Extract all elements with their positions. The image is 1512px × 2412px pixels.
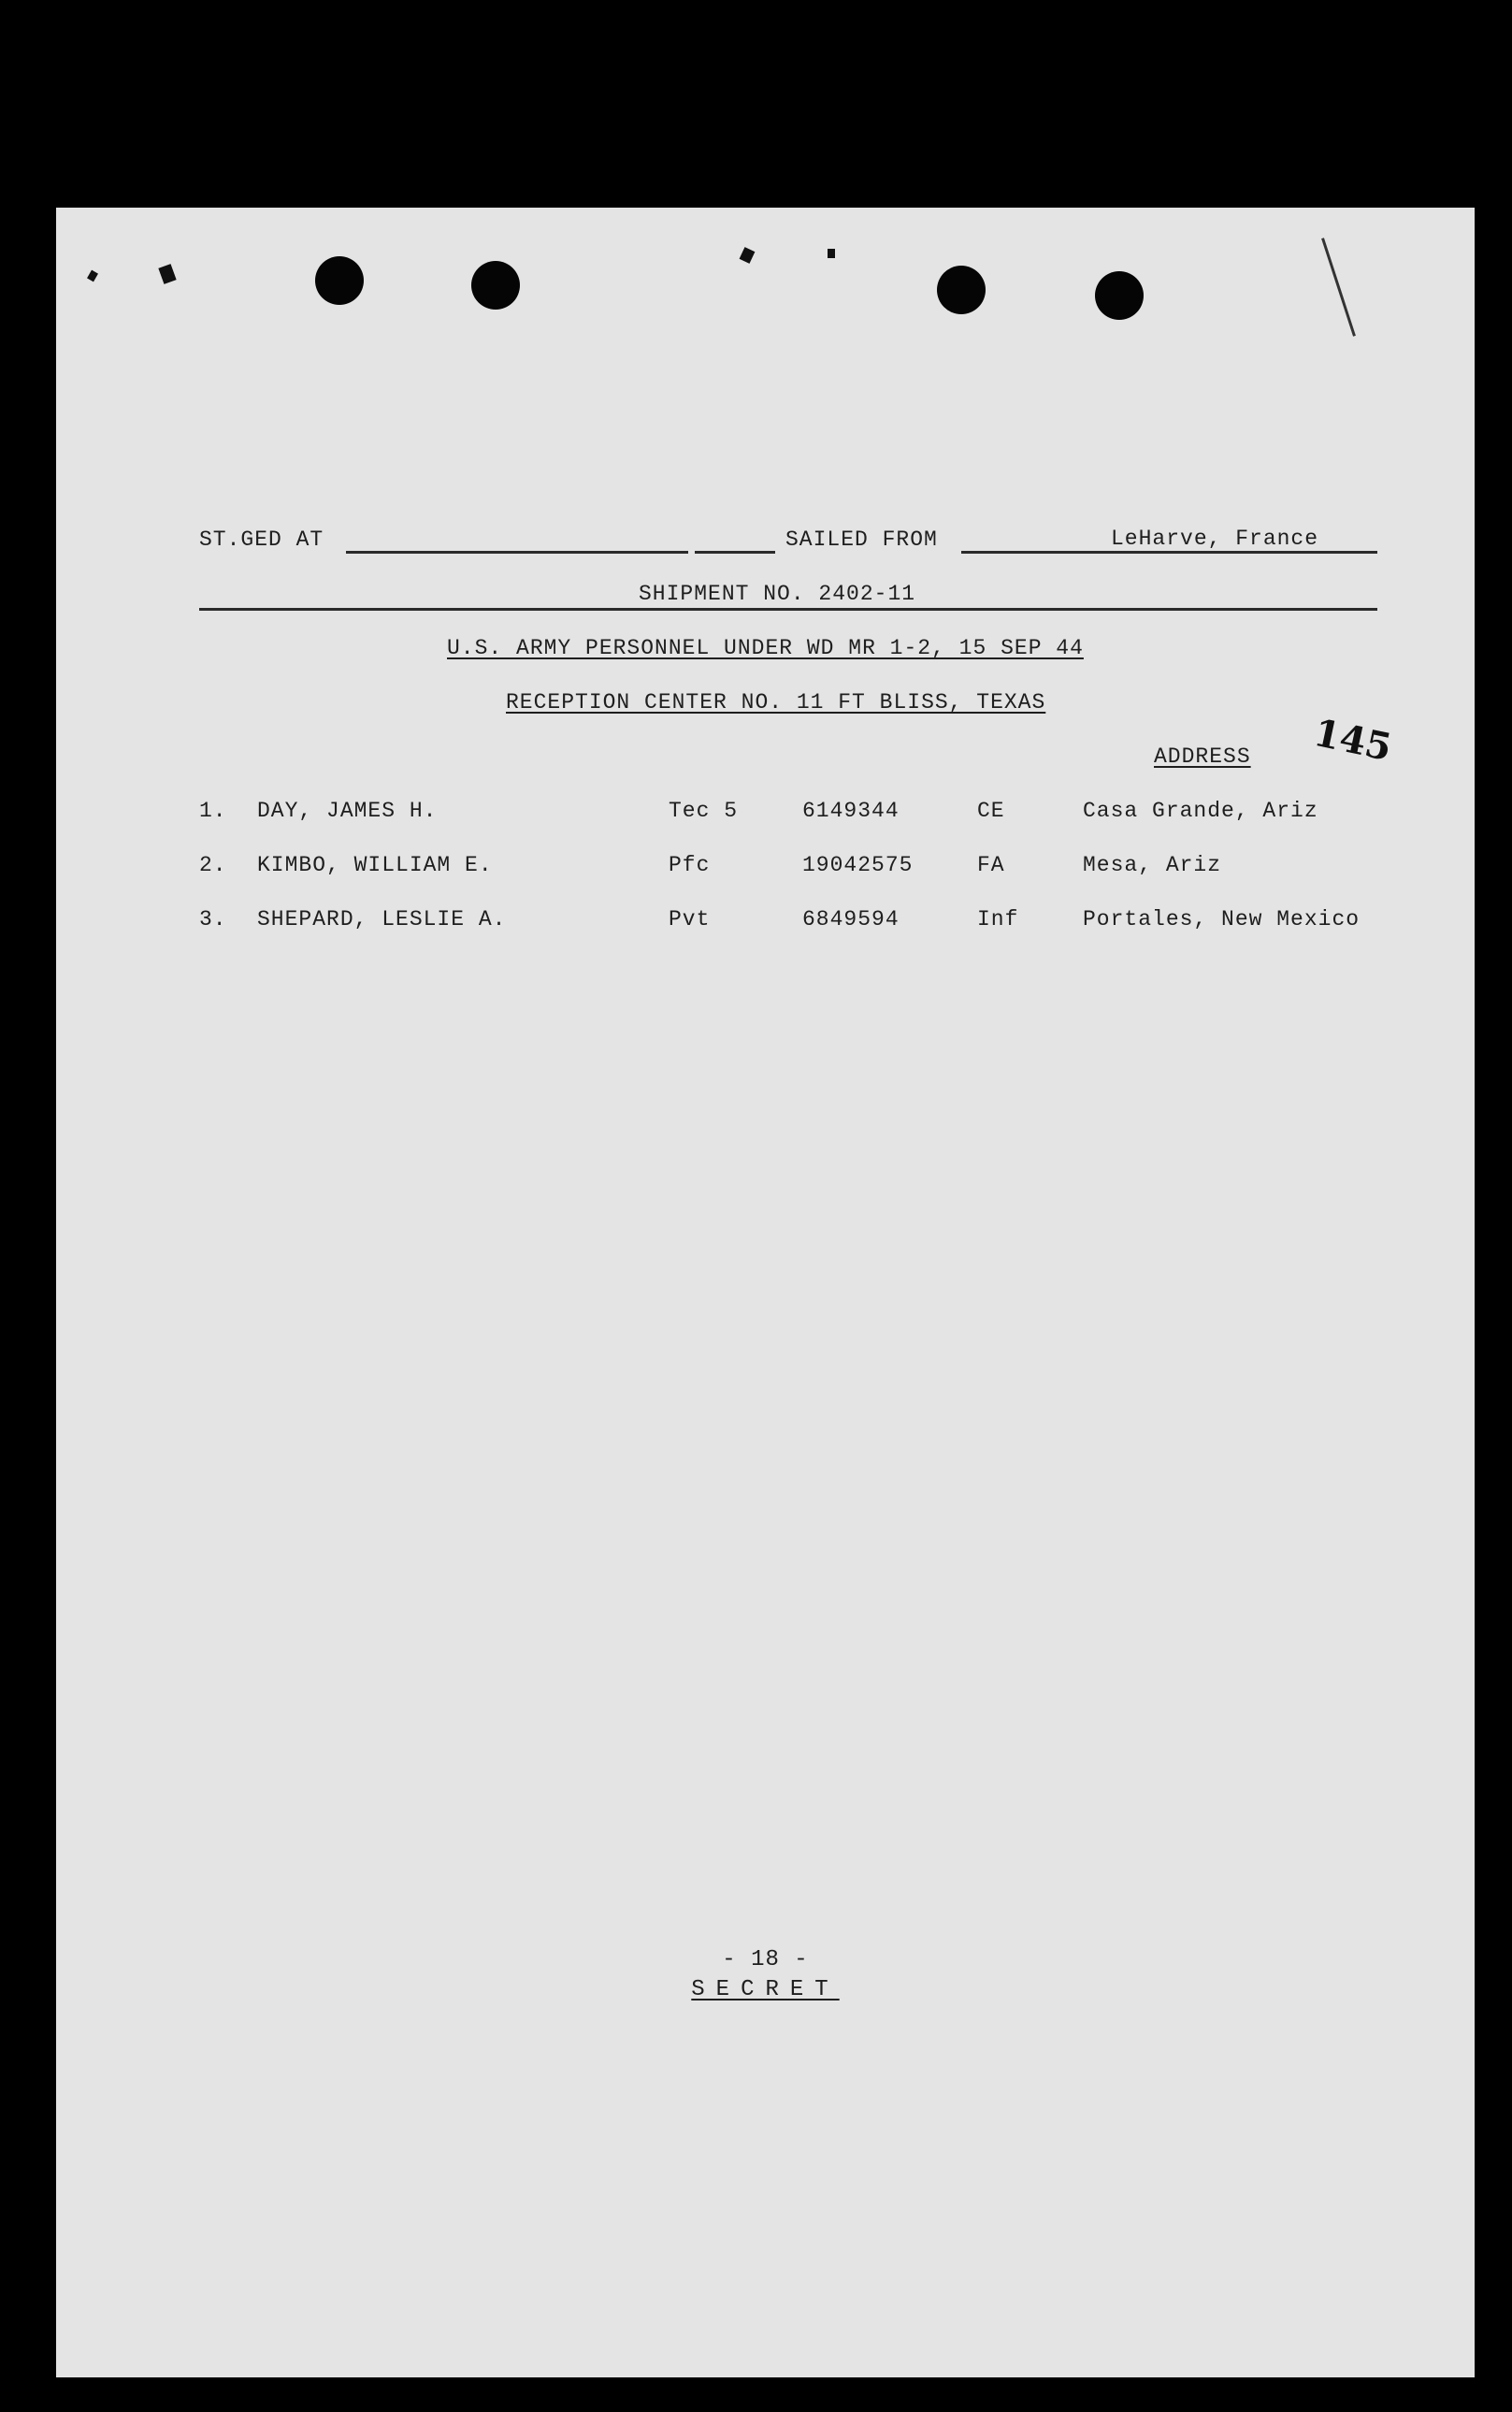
- document-page: [56, 208, 1475, 2377]
- ink-speck: [158, 264, 176, 284]
- punch-hole: [315, 256, 364, 305]
- person-branch: Inf: [977, 907, 1019, 932]
- person-rank: Pfc: [669, 853, 711, 877]
- shipment-number: SHIPMENT NO. 2402-11: [639, 582, 916, 606]
- punch-hole: [471, 261, 520, 310]
- classification-marking: [56, 1977, 1475, 2002]
- person-rank: Pvt: [669, 907, 711, 932]
- row-number: 1.: [199, 799, 227, 823]
- handwritten-page-number: 145: [1310, 710, 1396, 771]
- personnel-heading: U.S. ARMY PERSONNEL UNDER WD MR 1-2, 15 SEP 44: [447, 636, 1084, 660]
- person-serial: 19042575: [802, 853, 914, 877]
- personnel-row: [56, 853, 1475, 887]
- page-number: - 18 -: [722, 1947, 809, 1972]
- ink-speck: [740, 247, 756, 264]
- person-serial: 6849594: [802, 907, 900, 932]
- row-number: 2.: [199, 853, 227, 877]
- person-address: Casa Grande, Ariz: [1083, 799, 1318, 823]
- person-address: Mesa, Ariz: [1083, 853, 1222, 877]
- shipment-rule: [199, 608, 1377, 611]
- sailed-value: LeHarve, France: [1111, 527, 1319, 551]
- person-serial: 6149344: [802, 799, 900, 823]
- person-rank: Tec 5: [669, 799, 739, 823]
- staged-blank-line-2: [695, 551, 775, 554]
- secret-label: SECRET: [691, 1977, 840, 2002]
- sailed-value-line: [961, 551, 1377, 554]
- person-name: DAY, JAMES H.: [257, 799, 438, 823]
- punch-hole: [1095, 271, 1144, 320]
- reception-heading: RECEPTION CENTER NO. 11 FT BLISS, TEXAS: [506, 690, 1046, 715]
- ink-speck: [87, 270, 98, 282]
- person-branch: FA: [977, 853, 1005, 877]
- person-name: KIMBO, WILLIAM E.: [257, 853, 493, 877]
- punch-hole: [937, 266, 986, 314]
- person-branch: CE: [977, 799, 1005, 823]
- address-column-label: ADDRESS: [1154, 744, 1251, 769]
- personnel-row: [56, 907, 1475, 941]
- person-address: Portales, New Mexico: [1083, 907, 1361, 932]
- person-name: SHEPARD, LESLIE A.: [257, 907, 507, 932]
- sailed-label: SAILED FROM: [785, 527, 938, 552]
- row-number: 3.: [199, 907, 227, 932]
- personnel-row: [56, 799, 1475, 832]
- staged-label: ST.GED AT: [199, 527, 324, 552]
- ink-speck: [828, 249, 835, 258]
- staged-blank-line: [346, 551, 688, 554]
- paper-crease: [1321, 238, 1356, 337]
